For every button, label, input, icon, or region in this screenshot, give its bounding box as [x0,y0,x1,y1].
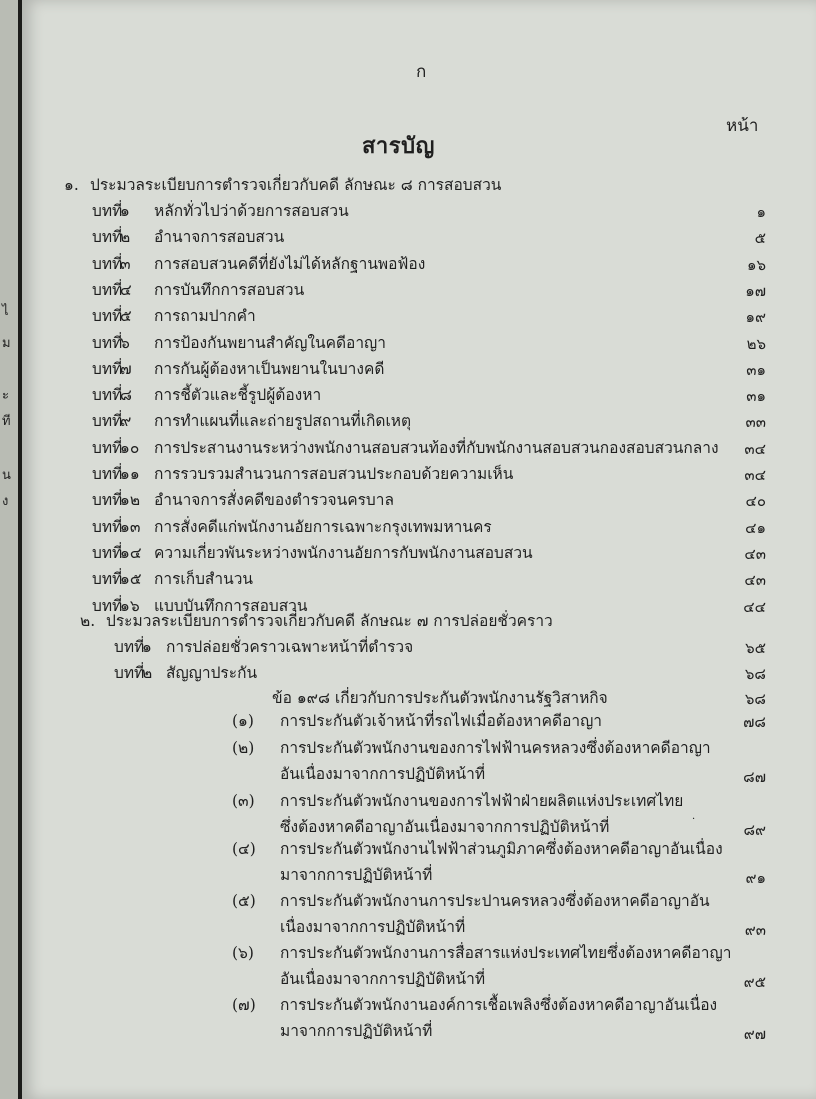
chapter-label: บทที่ [92,439,123,457]
chapter-number: ๙ [120,412,132,430]
edge-text: ที [2,414,11,429]
chapter-label: บทที่ [92,518,123,536]
chapter-title: ความเกี่ยวพันระหว่างพนักงานอัยการกับพนักงานสอบสวน [154,544,533,562]
item-text-line: การประกันตัวเจ้าหน้าที่รถไฟเมื่อต้องหาคดีอาญา [280,712,602,730]
item-text-line: การประกันตัวพนักงานของการไฟฟ้านครหลวงซึ่งต้องหาคดีอาญา [280,739,711,757]
page-number: ๑๗ [745,282,766,300]
chapter-title: การถามปากคำ [154,307,256,325]
item-text-line: การประกันตัวพนักงานองค์การเชื้อเพลิงซึ่งต้องหาคดีอาญาอันเนื่อง [280,996,718,1014]
section-title: ประมวลระเบียบการตำรวจเกี่ยวกับคดี ลักษณะ ๗ การปล่อยชั่วคราว [106,612,553,630]
chapter-label: บทที่ [92,360,123,378]
item-text-line: การประกันตัวพนักงานของการไฟฟ้าฝ่ายผลิตแห่งประเทศไทย [280,792,684,810]
item-text-line: มาจากการปฏิบัติหน้าที่ [280,866,433,884]
page-column-header: หน้า [726,116,759,136]
page-number: ๙๕ [743,973,766,991]
chapter-number: ๘ [120,386,132,404]
chapter-title: การสั่งคดีแก่พนักงานอัยการเฉพาะกรุงเทพมหานคร [154,518,492,536]
stray-dot: · [692,814,696,825]
chapter-number: ๕ [120,307,132,325]
page-number: ๑๖ [746,256,766,274]
chapter-number: ๑๖ [120,597,140,615]
document-page [22,0,816,1099]
page-number: ๓๑ [746,361,766,379]
chapter-label: บทที่ [114,638,145,656]
chapter-label: บทที่ [92,386,123,404]
item-number: (๑) [232,712,254,730]
chapter-number: ๖ [120,334,130,352]
chapter-number: ๑๓ [120,518,141,536]
item-number: (๓) [232,792,255,810]
chapter-label: บทที่ [92,544,123,562]
chapter-title: การบันทึกการสอบสวน [154,281,305,299]
page-number: ๔๐ [745,492,766,510]
chapter-title: อำนาจการสอบสวน [154,228,285,246]
page-number: ๖๘ [744,690,766,708]
page-number: ๒๖ [746,335,766,353]
chapter-number: ๒ [120,228,131,246]
page-number: ๓๓ [745,413,766,431]
page-number: ๙๑ [745,869,766,887]
item-number: (๕) [232,892,256,910]
chapter-number: ๔ [120,281,132,299]
page-number: ๑ [756,203,766,221]
chapter-label: บทที่ [92,597,123,615]
chapter-title: อำนาจการสั่งคดีของตำรวจนครบาล [154,491,394,509]
page-number: ๔๑ [745,519,766,537]
page-number: ๑๙ [745,308,766,326]
chapter-title: การรวบรวมสำนวนการสอบสวนประกอบด้วยความเห็น [154,465,514,483]
chapter-label: บทที่ [114,664,145,682]
chapter-title: การชี้ตัวและชี้รูปผู้ต้องหา [154,386,322,404]
previous-page-edge [0,0,18,1099]
page-number: ๓๔ [744,440,766,458]
section-number: ๑. [64,176,79,194]
chapter-label: บทที่ [92,281,123,299]
item-number: (๒) [232,739,255,757]
chapter-title: การปล่อยชั่วคราวเฉพาะหน้าที่ตำรวจ [166,638,414,656]
chapter-title: การกันผู้ต้องหาเป็นพยานในบางคดี [154,360,385,378]
chapter-number: ๑๒ [120,491,141,509]
chapter-number: ๑๐ [120,439,140,457]
edge-text: ไ [2,304,9,319]
page-number: ๖๘ [744,665,766,683]
chapter-number: ๑๕ [120,570,142,588]
item-text-line: การประกันตัวพนักงานการสื่อสารแห่งประเทศไทยซึ่งต้องหาคดีอาญา [280,944,732,962]
chapter-number: ๑ [142,638,152,656]
chapter-title: การประสานงานระหว่างพนักงานสอบสวนท้องที่กับพนักงานสอบสวนกองสอบสวนกลาง [154,439,719,457]
edge-text: น [2,468,11,483]
page-number: ๔๔ [743,598,766,616]
page-title: สารบัญ [362,133,435,159]
section-title: ประมวลระเบียบการตำรวจเกี่ยวกับคดี ลักษณะ ๘ การสอบสวน [90,176,502,194]
chapter-label: บทที่ [92,307,123,325]
chapter-title: หลักทั่วไปว่าด้วยการสอบสวน [154,202,349,220]
chapter-label: บทที่ [92,202,123,220]
page-number: ๖๕ [745,639,766,657]
chapter-number: ๗ [120,360,132,378]
chapter-label: บทที่ [92,334,123,352]
page-number: ๔๓ [744,571,766,589]
page-number: ๘๗ [743,768,766,786]
edge-text: ะ [2,388,9,403]
page-number: ๓๔ [744,466,766,484]
chapter-title: การป้องกันพยานสำคัญในคดีอาญา [154,334,386,352]
item-number: (๖) [232,944,254,962]
item-text-line: การประกันตัวพนักงานไฟฟ้าส่วนภูมิภาคซึ่งต้องหาคดีอาญาอันเนื่อง [280,840,723,858]
page-number: ๘๙ [743,821,766,839]
chapter-number: ๑๔ [120,544,142,562]
edge-text: ม [2,336,11,351]
page-number: ๔๓ [744,545,766,563]
item-number: (๗) [232,996,256,1014]
chapter-title: สัญญาประกัน [166,664,258,682]
item-text-line: การประกันตัวพนักงานการประปานครหลวงซึ่งต้องหาคดีอาญาอัน [280,892,710,910]
item-text-line: อันเนื่องมาจากการปฏิบัติหน้าที่ [280,765,486,783]
page-letter: ก [416,62,427,82]
page-number: ๕ [754,229,766,247]
chapter-label: บทที่ [92,228,123,246]
item-text-line: ซึ่งต้องหาคดีอาญาอันเนื่องมาจากการปฏิบัติหน้าที่ [280,818,610,836]
chapter-label: บทที่ [92,491,123,509]
chapter-number: ๓ [120,255,131,273]
page-number: ๗๘ [743,713,766,731]
item-text-line: มาจากการปฏิบัติหน้าที่ [280,1022,433,1040]
edge-text: ง [2,494,9,509]
chapter-label: บทที่ [92,412,123,430]
section-number: ๒. [80,612,96,630]
page-number: ๙๗ [743,1025,766,1043]
chapter-title: การสอบสวนคดีที่ยังไม่ได้หลักฐานพอฟ้อง [154,255,426,273]
item-text-line: อันเนื่องมาจากการปฏิบัติหน้าที่ [280,970,486,988]
chapter-number: ๑ [120,202,130,220]
item-number: (๔) [232,840,256,858]
page-number: ๙๓ [744,921,766,939]
chapter-title: การทำแผนที่และถ่ายรูปสถานที่เกิดเหตุ [154,412,412,430]
item-text-line: เนื่องมาจากการปฏิบัติหน้าที่ [280,918,466,936]
chapter-number: ๑๑ [120,465,140,483]
chapter-label: บทที่ [92,255,123,273]
chapter-label: บทที่ [92,465,123,483]
chapter-title: การเก็บสำนวน [154,570,253,588]
page-number: ๓๑ [746,387,766,405]
article-entry: ข้อ ๑๙๘ เกี่ยวกับการประกันตัวพนักงานรัฐวิสาหกิจ [272,689,608,707]
chapter-number: ๒ [142,664,153,682]
chapter-title: แบบบันทึกการสอบสวน [154,597,308,615]
chapter-label: บทที่ [92,570,123,588]
